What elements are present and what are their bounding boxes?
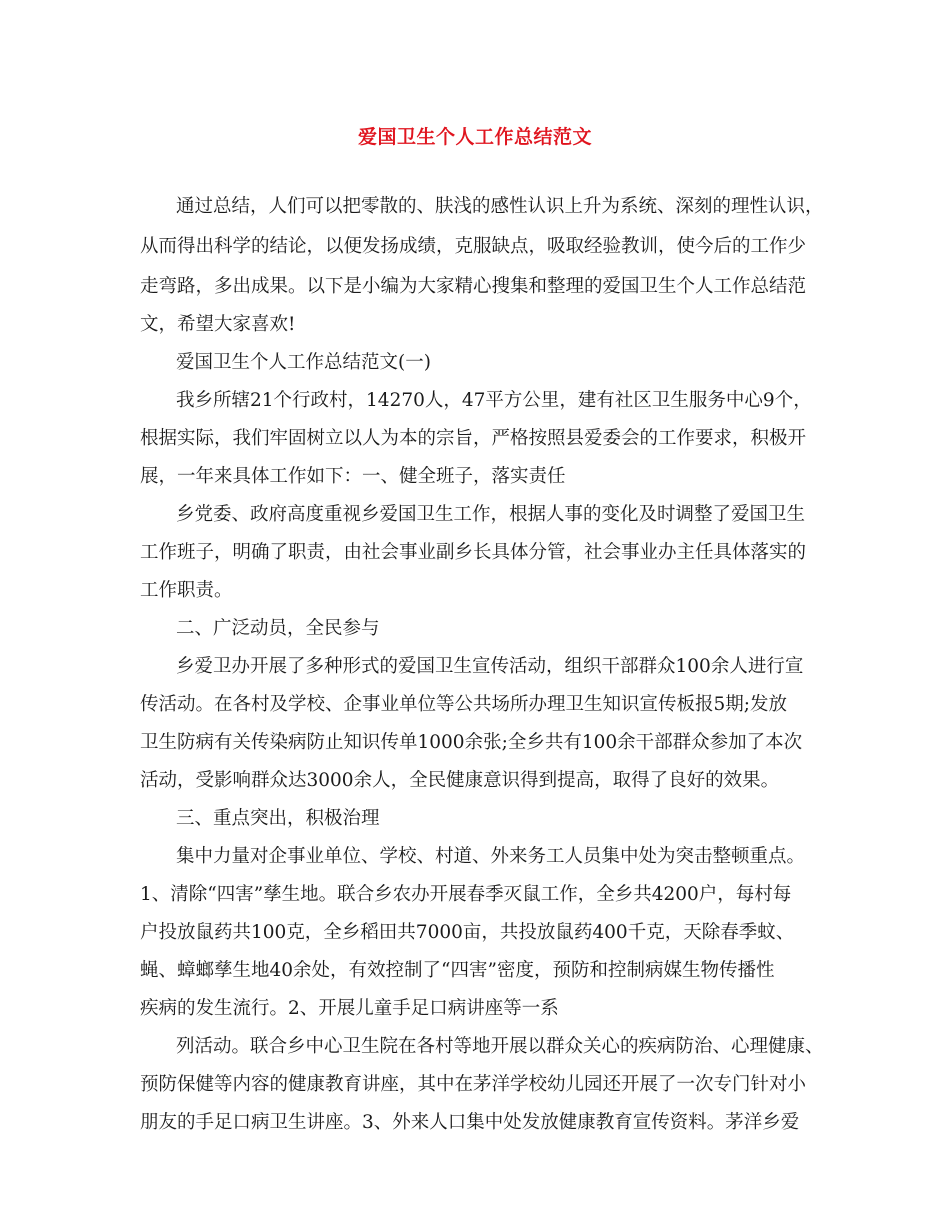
- text-line: 工作职责。: [140, 580, 233, 601]
- text-line: 乡党委、政府高度重视乡爱国卫生工作，根据人事的变化及时调整了爱国卫生: [176, 504, 806, 525]
- text-line: 从而得出科学的结论，以便发扬成绩，克服缺点，吸取经验教训，使今后的工作少: [140, 236, 807, 257]
- text-line: 我乡所辖21个行政村，14270人，47平方公里，建有社区卫生服务中心9个，: [176, 390, 812, 411]
- text-line: 蝇、蟑螂孳生地40余处，有效控制了“四害”密度，预防和控制病媒生物传播性: [140, 960, 775, 981]
- document-title: 爱国卫生个人工作总结范文: [357, 126, 592, 148]
- text-line: 传活动。在各村及学校、企事业单位等公共场所办理卫生知识宣传板报5期;发放: [140, 694, 788, 715]
- section-heading: 爱国卫生个人工作总结范文(一): [176, 352, 431, 373]
- text-line: 走弯路，多出成果。以下是小编为大家精心搜集和整理的爱国卫生个人工作总结范: [140, 276, 807, 297]
- text-line: 朋友的手足口病卫生讲座。3、外来人口集中处发放健康教育宣传资料。茅洋乡爱: [140, 1112, 800, 1133]
- text-line: 预防保健等内容的健康教育讲座，其中在茅洋学校幼儿园还开展了一次专门针对小: [140, 1074, 807, 1095]
- text-line: 集中力量对企事业单位、学校、村道、外来务工人员集中处为突击整顿重点。: [176, 846, 806, 867]
- text-line: 活动，受影响群众达3000余人，全民健康意识得到提高，取得了良好的效果。: [140, 770, 780, 791]
- text-line: 疾病的发生流行。2、开展儿童手足口病讲座等一系: [140, 998, 559, 1019]
- text-line: 列活动。联合乡中心卫生院在各村等地开展以群众关心的疾病防治、心理健康、: [176, 1036, 824, 1057]
- text-line: 根据实际，我们牢固树立以人为本的宗旨，严格按照县爱委会的工作要求，积极开: [140, 428, 807, 449]
- text-line: 工作班子，明确了职责，由社会事业副乡长具体分管，社会事业办主任具体落实的: [140, 542, 807, 563]
- section-heading: 二、广泛动员，全民参与: [176, 618, 380, 639]
- text-line: 文，希望大家喜欢!: [140, 314, 296, 335]
- section-heading: 三、重点突出，积极治理: [176, 808, 380, 829]
- text-line: 卫生防病有关传染病防止知识传单1000余张;全乡共有100余干部群众参加了本次: [140, 732, 803, 753]
- text-line: 户投放鼠药共100克，全乡稻田共7000亩，共投放鼠药400千克，天除春季蚊、: [140, 922, 795, 943]
- text-line: 展，一年来具体工作如下：一、健全班子，落实责任: [140, 466, 566, 487]
- text-line: 通过总结，人们可以把零散的、肤浅的感性认识上升为系统、深刻的理性认识，: [176, 196, 824, 217]
- text-line: 乡爱卫办开展了多种形式的爱国卫生宣传活动，组织干部群众100余人进行宣: [176, 656, 804, 677]
- text-line: 1、清除“四害”孳生地。联合乡农办开展春季灭鼠工作，全乡共4200户，每村每: [140, 884, 792, 905]
